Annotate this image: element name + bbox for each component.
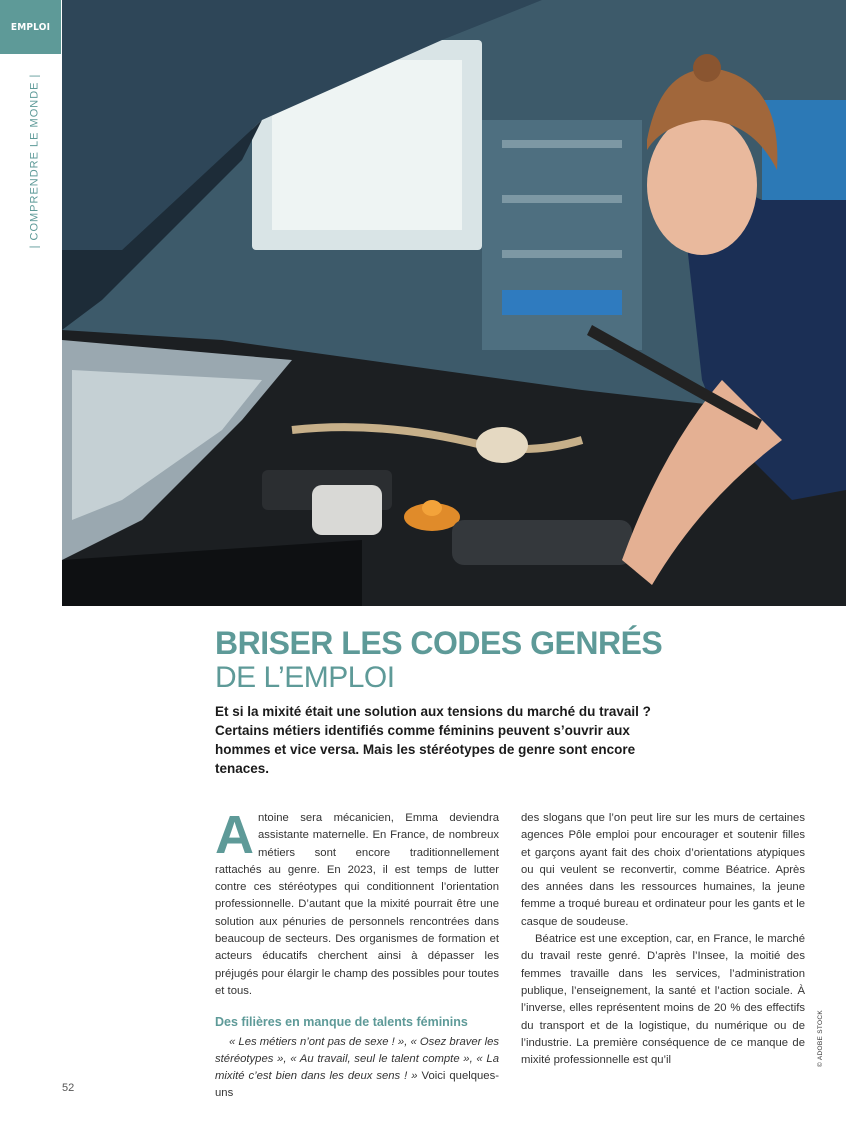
- slogans-text: Voici quelques-uns: [215, 1070, 499, 1100]
- section-subhead: Des filières en manque de talents féminins: [215, 1015, 468, 1030]
- section-tag: EMPLOI: [0, 0, 61, 54]
- running-head-text: | COMPRENDRE LE MONDE |: [28, 73, 41, 249]
- paragraph-beatrice: des slogans que l’on peut lire sur les murs de certaines agences Pôle emploi pour encourager et soutenir filles et garçons ayant fait des choix d’orientations atypiques ou qui veulent se reconvertir, comme Béatrice. Après des années dans les ressources humaines, la jeune femme a troqué bureau et ordinateur pour les gants et le casque de soudeuse.: [521, 812, 805, 928]
- article-lead: Et si la mixité était une solution aux tensions du marché du travail ? Certains métiers identifiés comme féminins peuvent s’ouvrir aux hommes et vice versa. Mais les stéréotypes de genre sont encore tenaces.: [215, 704, 651, 776]
- article-title: BRISER LES CODES GENRÉS: [215, 625, 663, 661]
- photo-credit-text: © ADOBE STOCK: [816, 1010, 824, 1067]
- drop-cap: A: [215, 805, 254, 865]
- mechanic-photo-illustration: [62, 0, 846, 606]
- paragraph-insee: Béatrice est une exception, car, en France, le marché du travail reste genré. D’après l’Insee, la moitié des femmes travaille dans les services, l’administration publique, l’enseignement, la santé et l’action sociale. À l’inverse, elles représentent moins de 20 % des effectifs du transport et de la logistique, du numérique ou de l’industrie. La première conséquence de ce manque de mixité professionnelle est qu’il: [521, 933, 805, 1067]
- article-subtitle: DE L’EMPLOI: [215, 661, 395, 694]
- photo-credit: [812, 1010, 832, 1070]
- body-column-1: [215, 805, 500, 1103]
- paragraph-slogans: [215, 1034, 499, 1103]
- page-number: 52: [62, 1082, 75, 1094]
- slogans-quote: « Les métiers n’ont pas de sexe ! », « Osez braver les stéréotypes », « Au travail, seul le talent compte », « La mixité c’est bien dans les deux sens ! »: [215, 1035, 500, 1083]
- body-column-2: [521, 810, 805, 1069]
- running-head: [24, 75, 44, 255]
- paragraph-intro: [215, 805, 499, 1000]
- paragraph-intro-text: ntoine sera mécanicien, Emma deviendra assistante maternelle. En France, de nombreux métiers sont encore traditionnellement rattachés au genre. En 2023, il est temps de lutter contre ces stéréotypes qui conditionnent l’orientation professionnelle. D’autant que la mixité pourrait être une solution aux pénuries de personnels rencontrées dans beaucoup de secteurs. Des organismes de formation et acteurs éducatifs cherchent ainsi à dépasser les préjugés pour élargir le champ des possibles pour toutes et tous.: [215, 812, 499, 997]
- hero-photo: [62, 0, 846, 606]
